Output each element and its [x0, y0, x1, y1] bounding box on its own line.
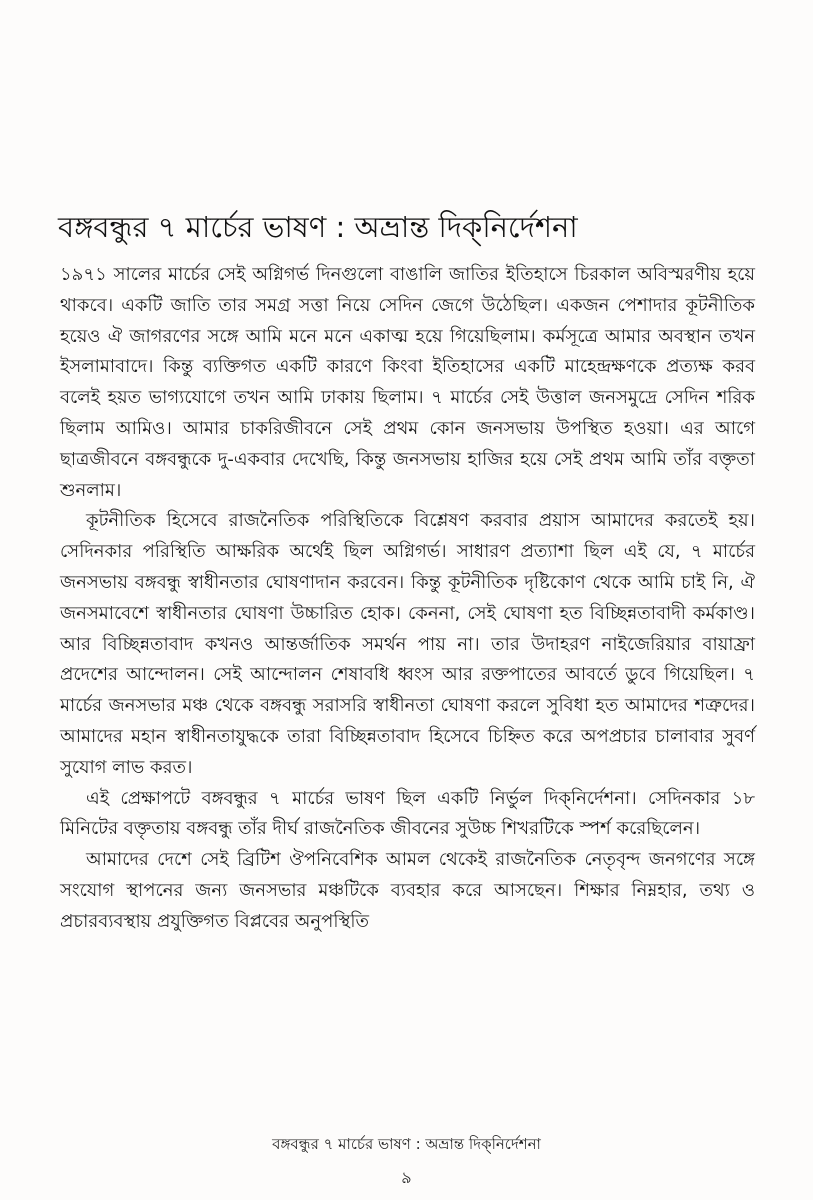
running-footer-title: বঙ্গবন্ধুর ৭ মার্চের ভাষণ : অভ্রান্ত দিক্‌নির্দেশনা	[272, 1135, 541, 1153]
page-number: ৯	[401, 1168, 412, 1187]
paragraph-1: ১৯৭১ সালের মার্চের সেই অগ্নিগর্ভ দিনগুলো বাঙালি জাতির ইতিহাসে চিরকাল অবিস্মরণীয় হয়ে থাকবে। একটি জাতি তার সমগ্র সত্তা নিয়ে সেদিন জেগে উঠেছিল। একজন পেশাদার কূটনীতিক হয়েও ঐ জাগরণের সঙ্গে আমি মনে মনে একাত্ম হয়ে গিয়েছিলাম। কর্মসূত্রে আমার অবস্থান তখন ইসলামাবাদে। কিন্তু ব্যক্তিগত একটি কারণে কিংবা ইতিহাসের একটি মাহেন্দ্রক্ষণকে প্রত্যক্ষ করব বলেই হয়ত ভাগ্যযোগে তখন আমি ঢাকায় ছিলাম। ৭ মার্চের সেই উত্তাল জনসমুদ্রে সেদিন শরিক ছিলাম আমিও। আমার চাকরিজীবনে সেই প্রথম কোন জনসভায় উপস্থিত হওয়া। এর আগে ছাত্রজীবনে বঙ্গবন্ধুকে দু-একবার দেখেছি, কিন্তু জনসভায় হাজির হয়ে সেই প্রথম আমি তাঁর বক্তৃতা শুনলাম।	[60, 264, 755, 501]
body-text	[60, 260, 755, 938]
paragraph-3: এই প্রেক্ষাপটে বঙ্গবন্ধুর ৭ মার্চের ভাষণ ছিল একটি নির্ভুল দিক্‌নির্দেশনা। সেদিনকার ১৮ মিনিটের বক্তৃতায় বঙ্গবন্ধু তাঁর দীর্ঘ রাজনৈতিক জীবনের সুউচ্চ শিখরটিকে স্পর্শ করেছিলেন।	[60, 787, 755, 840]
paragraph-2: কূটনীতিক হিসেবে রাজনৈতিক পরিস্থিতিকে বিশ্লেষণ করবার প্রয়াস আমাদের করতেই হয়। সেদিনকার পরিস্থিতি আক্ষরিক অর্থেই ছিল অগ্নিগর্ভ। সাধারণ প্রত্যাশা ছিল এই যে, ৭ মার্চের জনসভায় বঙ্গবন্ধু স্বাধীনতার ঘোষণাদান করবেন। কিন্তু কূটনীতিক দৃষ্টিকোণ থেকে আমি চাই নি, ঐ জনসমাবেশে স্বাধীনতার ঘোষণা উচ্চারিত হোক। কেননা, সেই ঘোষণা হত বিচ্ছিন্নতাবাদী কর্মকাণ্ড। আর বিচ্ছিন্নতাবাদ কখনও আন্তর্জাতিক সমর্থন পায় না। তার উদাহরণ নাইজেরিয়ার বায়াফ্রা প্রদেশের আন্দোলন। সেই আন্দোলন শেষাবধি ধ্বংস আর রক্তপাতের আবর্তে ডুবে গিয়েছিল। ৭ মার্চের জনসভার মঞ্চ থেকে বঙ্গবন্ধু সরাসরি স্বাধীনতা ঘোষণা করলে সুবিধা হত আমাদের শত্রুদের। আমাদের মহান স্বাধীনতাযুদ্ধকে তারা বিচ্ছিন্নতাবাদ হিসেবে চিহ্নিত করে অপপ্রচার চালাবার সুবর্ণ সুযোগ লাভ করত।	[60, 510, 755, 778]
paragraph-4: আমাদের দেশে সেই ব্রিটিশ ঔপনিবেশিক আমল থেকেই রাজনৈতিক নেতৃবৃন্দ জনগণের সঙ্গে সংযোগ স্থাপনের জন্য জনসভার মঞ্চটিকে ব্যবহার করে আসছেন। শিক্ষার নিম্নহার, তথ্য ও প্রচারব্যবস্থায় প্রযুক্তিগত বিপ্লবের অনুপস্থিতি	[60, 849, 755, 932]
chapter-title: বঙ্গবন্ধুর ৭ মার্চের ভাষণ : অভ্রান্ত দিক্‌নির্দেশনা	[58, 210, 578, 245]
